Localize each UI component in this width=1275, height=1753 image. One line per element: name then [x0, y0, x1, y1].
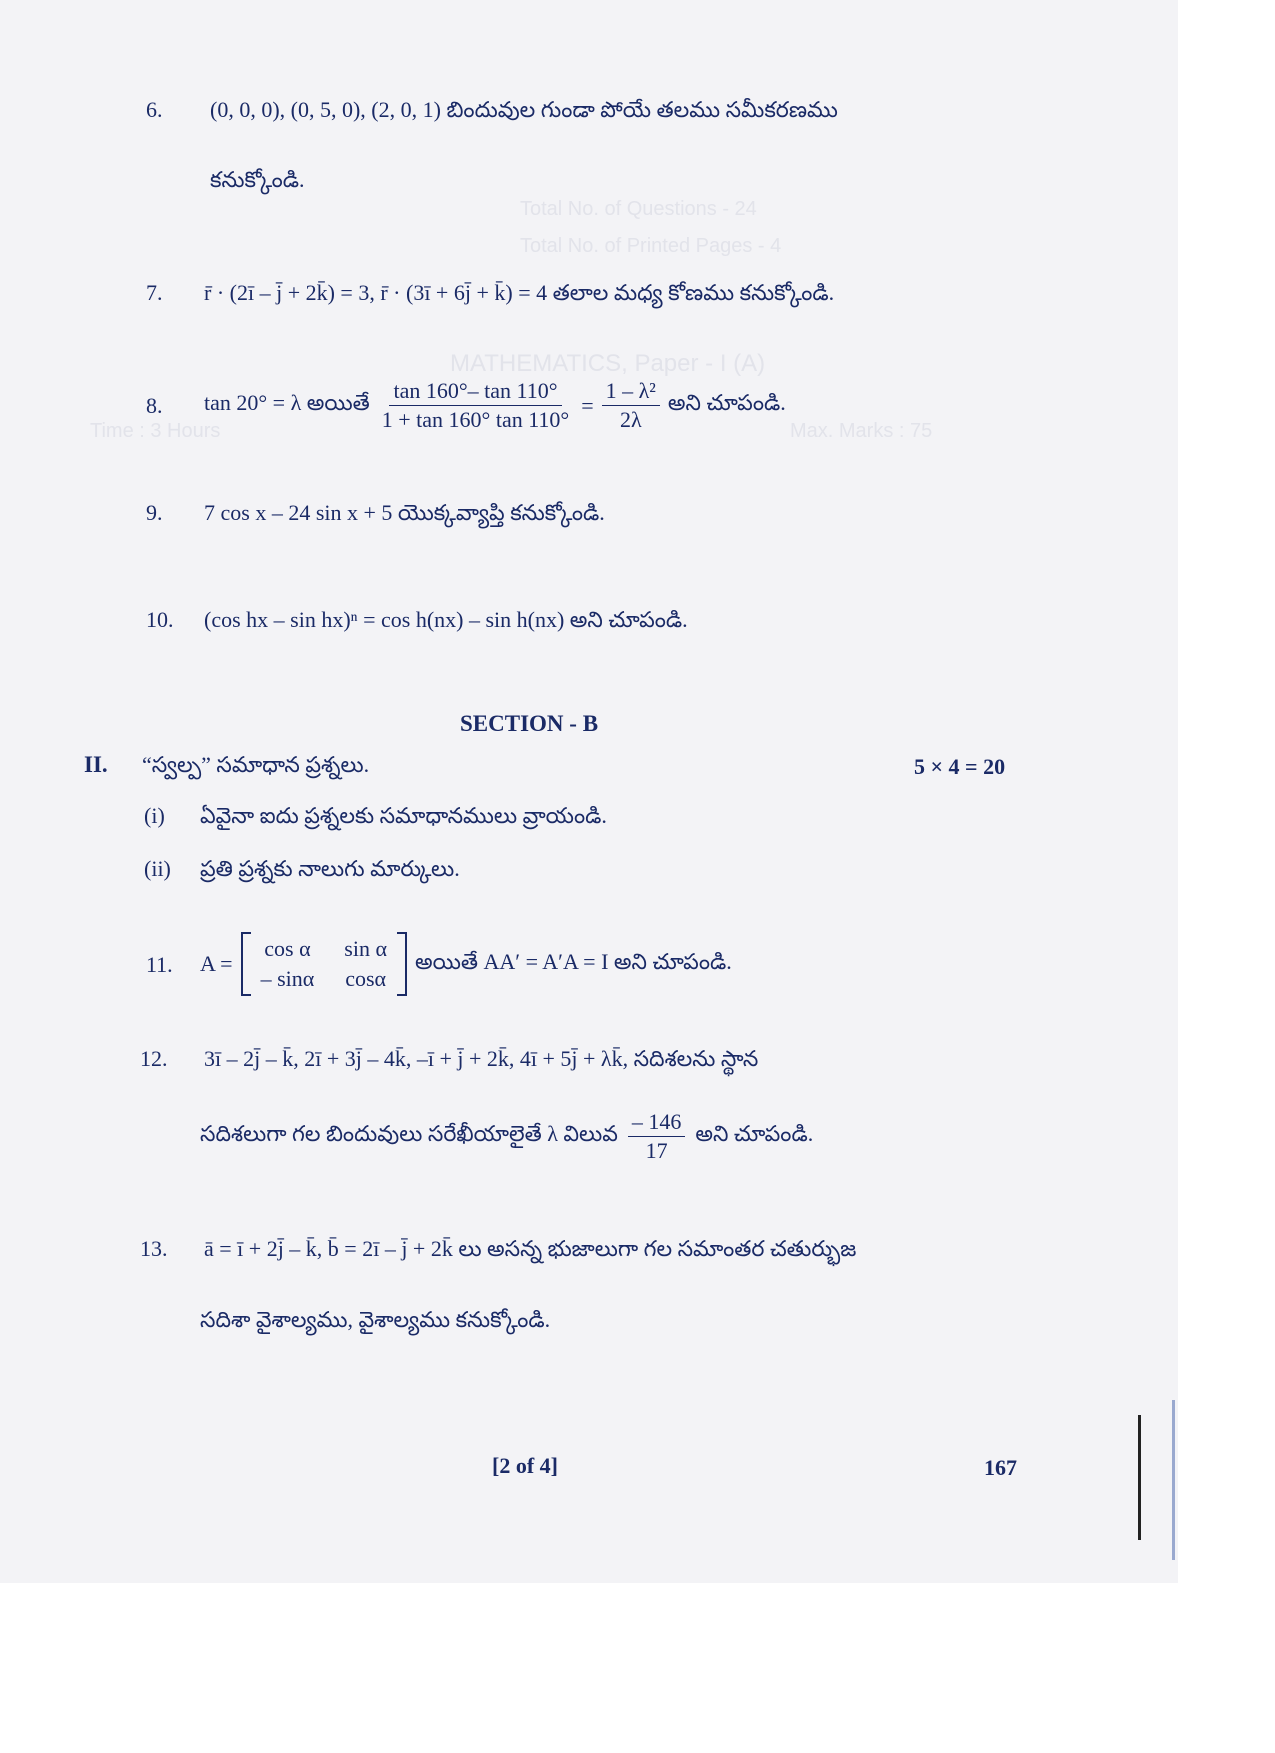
question-number: 13.	[140, 1236, 168, 1261]
question-6-line1: (0, 0, 0), (0, 5, 0), (2, 0, 1) బిందువుల గుండా పోయే తలము సమీకరణము	[210, 97, 838, 122]
question-12-line1: 3ī – 2j̄ – k̄, 2ī + 3j̄ – 4k̄, –ī + j̄ + 2k̄, 4ī + 5j̄ + λk̄, సదిశలను స్థాన	[204, 1046, 759, 1071]
matrix-cell: – sinα	[260, 966, 315, 991]
section-heading: “స్వల్ప” సమాధాన ప్రశ్నలు.	[142, 752, 370, 777]
bleed-through-text: MATHEMATICS, Paper - I (A)	[450, 350, 766, 377]
question-12-line2-prefix: సదిశలుగా గల బిందువులు సరేఖీయాలైతే λ విలువ	[200, 1121, 618, 1147]
question-11	[200, 932, 732, 996]
instruction-label: (i)	[144, 803, 165, 828]
fraction-numerator: tan 160°– tan 110°	[389, 379, 561, 406]
question-10-text: (cos hx – sin hx)ⁿ = cos h(nx) – sin h(nx) అని చూపండి.	[204, 607, 688, 632]
section-title: SECTION - B	[460, 711, 599, 736]
question-13-line2: సదిశా వైశాల్యము, వైశాల్యము కనుక్కోండి.	[200, 1307, 551, 1332]
question-number: 9.	[146, 500, 163, 525]
fraction-denominator: 2λ	[619, 407, 642, 433]
fraction-numerator: 1 – λ²	[602, 379, 660, 406]
matrix-grid	[251, 936, 397, 992]
matrix-cell: cos α	[264, 936, 311, 961]
question-9-text: 7 cos x – 24 sin x + 5 యొక్కవ్యాప్తి కనుక్కోండి.	[204, 500, 605, 525]
bleed-through-text: Max. Marks : 75	[790, 420, 933, 442]
matrix-cell: cosα	[345, 966, 387, 991]
question-11-prefix: A =	[200, 951, 233, 976]
question-8	[204, 379, 786, 432]
fraction-denominator: 17	[645, 1138, 668, 1164]
bleed-through-text: Total No. of Printed Pages - 4	[520, 235, 782, 257]
question-number: 12.	[140, 1046, 168, 1071]
section-marks: 5 × 4 = 20	[914, 754, 1006, 779]
question-number: 7.	[146, 280, 163, 305]
question-number: 11.	[146, 952, 173, 977]
left-bracket	[241, 932, 251, 996]
matrix	[241, 932, 407, 996]
scan-edge-line	[1172, 1400, 1175, 1560]
section-roman-numeral: II.	[84, 752, 108, 777]
question-12-line2	[200, 1110, 813, 1163]
question-8-prefix: tan 20° = λ అయితే	[204, 390, 370, 416]
fraction-denominator: 1 + tan 160° tan 110°	[381, 407, 570, 433]
question-6-line2: కనుక్కోండి.	[210, 167, 305, 192]
question-number: 10.	[146, 607, 174, 632]
fraction	[378, 379, 573, 432]
instruction-text: ఏవైనా ఐదు ప్రశ్నలకు సమాధానములు వ్రాయండి.	[200, 803, 607, 828]
fraction	[602, 379, 660, 432]
question-8-suffix: అని చూపండి.	[667, 390, 786, 416]
question-11-suffix: అయితే AA′ = A′A = I అని చూపండి.	[415, 948, 732, 974]
bleed-through-text: Time : 3 Hours	[90, 420, 221, 442]
paper-code: 167	[984, 1455, 1017, 1480]
question-number: 6.	[146, 97, 163, 122]
question-12-line2-suffix: అని చూపండి.	[695, 1121, 814, 1147]
question-7-text: r̄ · (2ī – j̄ + 2k̄) = 3, r̄ · (3ī + 6j̄ + k̄) = 4 తలాల మధ్య కోణము కనుక్కోండి.	[204, 280, 835, 305]
instruction-text: ప్రతి ప్రశ్నకు నాలుగు మార్కులు.	[200, 856, 460, 881]
question-13-line1: ā = ī + 2j̄ – k̄, b̄ = 2ī – j̄ + 2k̄ లు అసన్న భుజాలుగా గల సమాంతర చతుర్భుజ	[204, 1236, 857, 1261]
instruction-label: (ii)	[144, 856, 171, 881]
question-number: 8.	[146, 393, 163, 418]
equals-sign: =	[581, 392, 594, 418]
matrix-cell: sin α	[344, 936, 387, 961]
bleed-through-text: Total No. of Questions - 24	[520, 198, 757, 220]
fraction	[628, 1110, 686, 1163]
page-indicator: [2 of 4]	[492, 1453, 558, 1478]
right-bracket	[397, 932, 407, 996]
fraction-numerator: – 146	[628, 1110, 686, 1137]
scan-edge-line	[1138, 1415, 1141, 1540]
